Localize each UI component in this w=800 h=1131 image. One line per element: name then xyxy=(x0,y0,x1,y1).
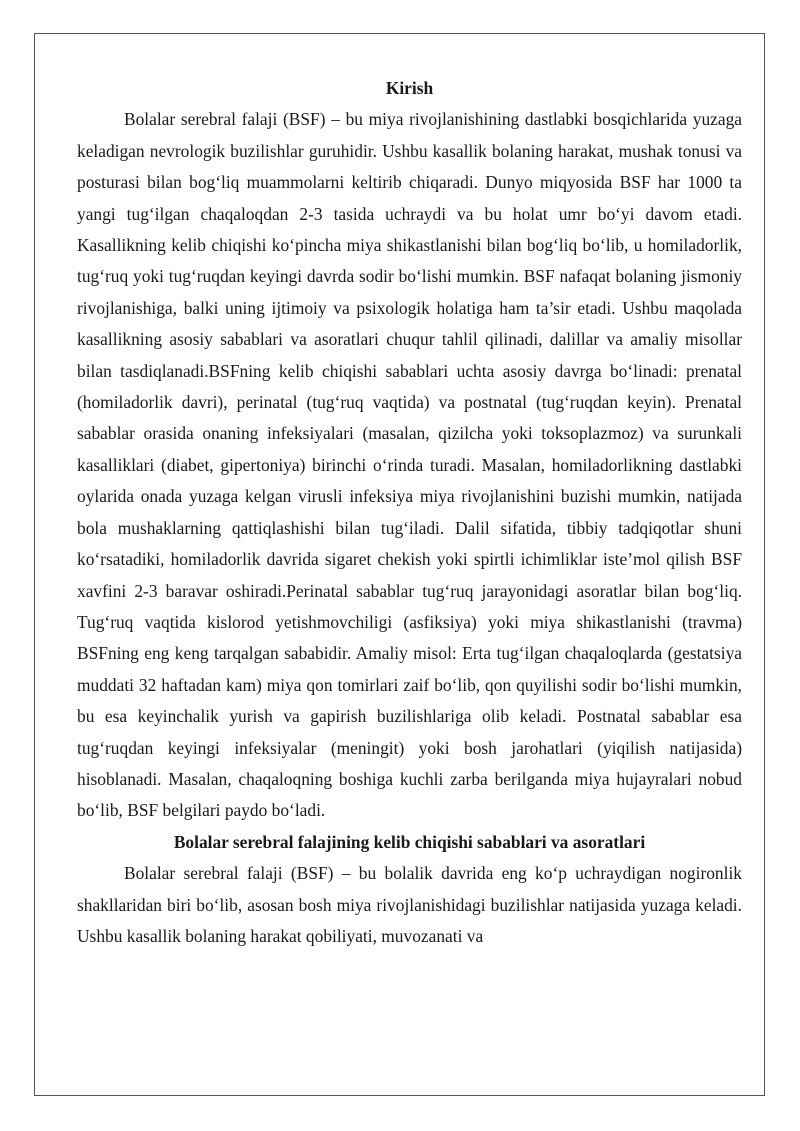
section-heading-introduction: Kirish xyxy=(385,78,434,98)
paragraph-causes: Bolalar serebral falaji (BSF) – bu bolalik davrida eng ko‘p uchraydigan nogironlik shakllaridan biri bo‘lib, asosan bosh miya rivojlanishidagi buzilishlar natijasida yuzaga keladi. Ushbu kasallik bolaning harakat qobiliyati, muvozanati va xyxy=(77,863,742,946)
section-heading-causes: Bolalar serebral falajining kelib chiqishi sabablari va asoratlari xyxy=(173,831,646,852)
paragraph-introduction: Bolalar serebral falaji (BSF) – bu miya rivojlanishining dastlabki bosqichlarida yuzaga keladigan nevrologik buzilishlar guruhidir. Ushbu kasallik bolaning harakat, mushak tonusi va posturasi bilan bog‘liq muammolarni keltirib chiqaradi. Dunyo miqyosida BSF har 1000 ta yangi tug‘ilgan chaqaloqdan 2-3 tasida uchraydi va bu holat umr bo‘yi davom etadi. Kasallikning kelib chiqishi ko‘pincha miya shikastlanishi bilan bog‘liq bo‘lib, u homiladorlik, tug‘ruq yoki tug‘ruqdan keyingi davrda sodir bo‘lishi mumkin. BSF nafaqat bolaning jismoniy rivojlanishiga, balki uning ijtimoiy va psixologik holatiga ham ta’sir etadi. Ushbu maqolada kasallikning asosiy sabablari va asoratlari chuqur tahlil qilinadi, dalillar va amaliy misollar bilan tasdiqlanadi.BSFning kelib chiqishi sabablari uchta asosiy davrga bo‘linadi: prenatal (homiladorlik davri), perinatal (tug‘ruq vaqtida) va postnatal (tug‘ruqdan keyin). Prenatal sabablar orasida onaning infeksiyalari (masalan, qizilcha yoki toksoplazmoz) va surunkali kasalliklari (diabet, gipertoniya) birinchi o‘rinda turadi. Masalan, homiladorlikning dastlabki oylarida onada yuzaga kelgan virusli infeksiya miya rivojlanishini buzishi mumkin, natijada bola mushaklarning qattiqlashishi bilan tug‘iladi. Dalil sifatida, tibbiy tadqiqotlar shuni ko‘rsatadiki, homiladorlik davrida sigaret chekish yoki spirtli ichimliklar iste’mol qilish BSF xavfini 2-3 baravar oshiradi.Perinatal sabablar tug‘ruq jarayonidagi asoratlar bilan bog‘liq. Tug‘ruq vaqtida kislorod yetishmovchiligi (asfiksiya) yoki miya shikastlanishi (travma) BSFning eng keng tarqalgan sababidir. Amaliy misol: Erta tug‘ilgan chaqaloqlarda (gestatsiya muddati 32 haftadan kam) miya qon tomirlari zaif bo‘lib, qon quyilishi sodir bo‘lishi mumkin, bu esa keyinchalik yurish va gapirish buzilishlariga olib keladi. Postnatal sabablar esa tug‘ruqdan keyingi infeksiyalar (meningit) yoki bosh jarohatlari (yiqilish natijasida) hisoblanadi. Masalan, chaqaloqning boshiga kuchli zarba berilganda miya hujayralari nobud bo‘lib, BSF belgilari paydo bo‘ladi. xyxy=(77,109,742,821)
document-body xyxy=(77,73,742,952)
